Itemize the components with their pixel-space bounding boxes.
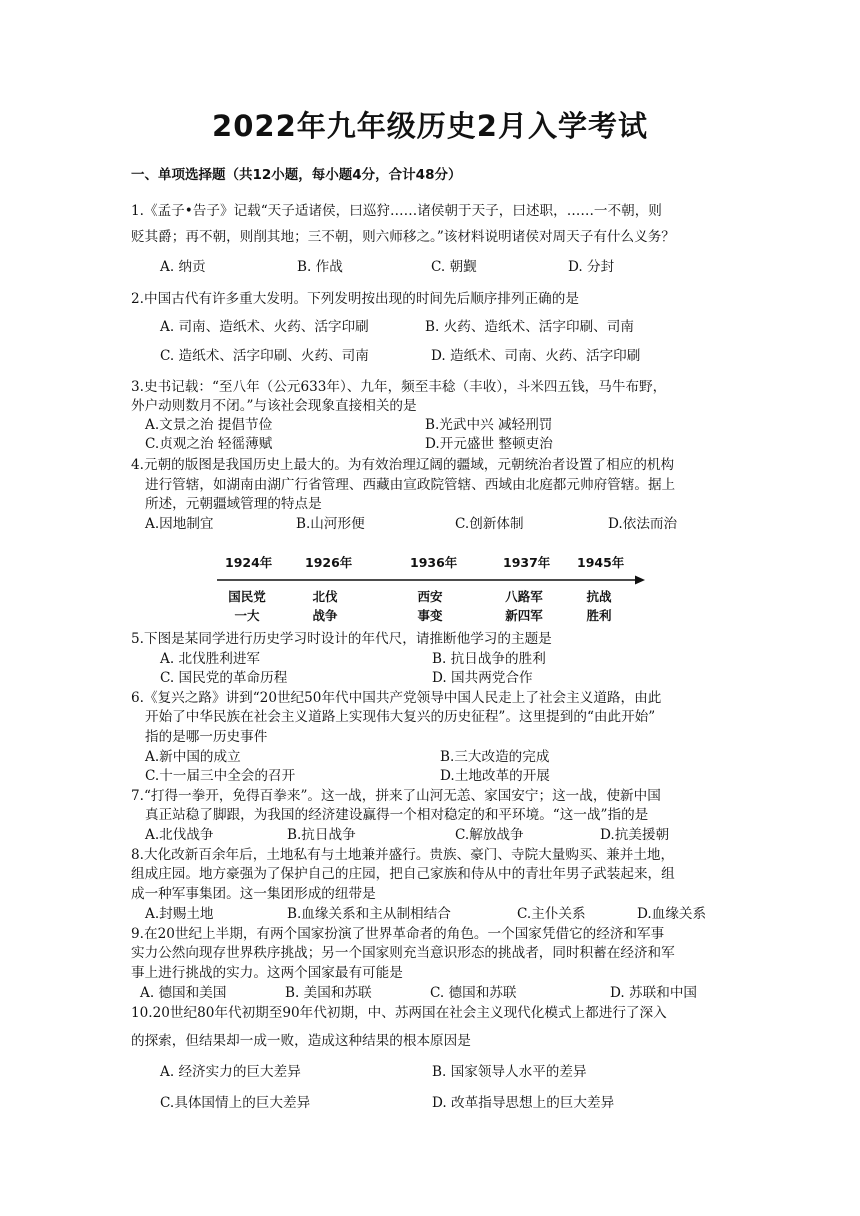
timeline-event-line: 西安 (417, 589, 443, 604)
option-b: B. 美国和苏联 (285, 985, 372, 1001)
question-3-text-line: 外户动则数月不闭。”与该社会现象直接相关的是 (131, 398, 417, 414)
option-b: B. 火药、造纸术、活字印刷、司南 (425, 319, 634, 335)
timeline-event-line: 北伐 (312, 589, 338, 604)
timeline-figure (215, 553, 650, 628)
option-d: D. 国共两党合作 (432, 670, 533, 686)
question-6-text-line: 指的是哪一历史事件 (145, 729, 268, 745)
question-7-text-line: 真正站稳了脚跟，为我国的经济建设赢得一个相对稳定的和平环境。“这一战”指的是 (145, 807, 649, 823)
question-7-text-line: 7.“打得一拳开，免得百拳来”。这一战，拼来了山河无恙、家国安宁；这一战，使新中国 (131, 788, 661, 804)
timeline-event (223, 587, 271, 625)
timeline-year: 1936年 (410, 555, 458, 570)
timeline-event-line: 一大 (234, 608, 260, 623)
timeline-event (583, 587, 615, 625)
question-9-text-line: 事上进行挑战的实力。这两个国家最有可能是 (131, 965, 403, 981)
option-b: B.抗日战争 (287, 827, 356, 843)
option-d: D.依法而治 (608, 516, 678, 532)
option-a: A. 德国和美国 (140, 985, 227, 1001)
timeline-event-line: 抗战 (586, 589, 612, 604)
option-b: B. 作战 (297, 259, 343, 275)
option-b: B.血缘关系和主从制相结合 (287, 906, 451, 922)
option-a: A. 北伐胜利进军 (160, 651, 261, 667)
option-b: B.光武中兴 减轻刑罚 (425, 417, 553, 433)
question-5-text-line: 5.下图是某同学进行历史学习时设计的年代尺，请推断他学习的主题是 (131, 631, 552, 647)
question-6-text-line: 开始了中华民族在社会主义道路上实现伟大复兴的历史征程”。这里提到的“由此开始” (145, 709, 656, 725)
option-c: C.解放战争 (455, 827, 524, 843)
option-c: C.具体国情上的巨大差异 (160, 1095, 311, 1111)
option-c: C.十一届三中全会的召开 (145, 768, 296, 784)
option-a: A.新中国的成立 (145, 749, 241, 765)
option-a: A.北伐战争 (145, 827, 214, 843)
option-a: A.封赐土地 (145, 906, 214, 922)
timeline-year: 1937年 (503, 555, 551, 570)
timeline-event-line: 新四军 (505, 608, 543, 623)
option-d: D. 苏联和中国 (610, 985, 698, 1001)
question-9-text-line: 9.在20世纪上半期，有两个国家扮演了世界革命者的角色。一个国家凭借它的经济和军事 (131, 926, 665, 942)
section-heading: 一、单项选择题（共12小题，每小题4分，合计48分） (131, 167, 462, 183)
timeline-event-line: 事变 (417, 608, 443, 623)
option-c: C. 朝觐 (431, 259, 477, 275)
option-a: A.文景之治 提倡节俭 (145, 417, 273, 433)
question-4-text-line: 所述，元朝疆域管理的特点是 (145, 496, 322, 512)
question-3-text-line: 3.史书记载：“至八年（公元633年）、九年，频至丰稔（丰收），斗米四五钱，马牛布野， (131, 379, 667, 395)
question-10-text-line: 的探索，但结果却一成一败，造成这种结果的根本原因是 (131, 1033, 471, 1049)
option-a: A.因地制宜 (145, 516, 214, 532)
option-b: B. 抗日战争的胜利 (432, 651, 546, 667)
option-c: C.贞观之治 轻徭薄赋 (145, 436, 273, 452)
timeline-year: 1945年 (577, 555, 625, 570)
timeline-year: 1926年 (305, 555, 353, 570)
timeline-event-line: 胜利 (586, 608, 612, 623)
timeline-event (500, 587, 548, 625)
arrow-head-icon (635, 576, 645, 585)
timeline-event (414, 587, 446, 625)
option-d: D.血缘关系 (637, 906, 707, 922)
question-10-text-line: 10.20世纪80年代初期至90年代初期，中、苏两国在社会主义现代化模式上都进行了深入 (131, 1005, 667, 1021)
question-4-text-line: 进行管辖，如湖南由湖广行省管理、西藏由宣政院管辖、西域由北庭都元帅府管辖。据上 (145, 477, 676, 493)
question-2-text-line: 2.中国古代有许多重大发明。下列发明按出现的时间先后顺序排列正确的是 (131, 291, 579, 307)
option-a: A. 经济实力的巨大差异 (160, 1064, 301, 1080)
option-d: D. 造纸术、司南、火药、活字印刷 (431, 348, 641, 364)
option-d: D. 分封 (568, 259, 615, 275)
option-c: C.创新体制 (455, 516, 524, 532)
timeline-event-line: 八路军 (505, 589, 543, 604)
question-1-text-line: 1.《孟子•告子》记载“天子适诸侯，曰巡狩……诸侯朝于天子，曰述职，……一不朝，则 (131, 203, 662, 219)
option-b: B.三大改造的完成 (440, 749, 550, 765)
question-4-text-line: 4.元朝的版图是我国历史上最大的。为有效治理辽阔的疆域，元朝统治者设置了相应的机构 (131, 457, 675, 473)
option-b: B.山河形便 (296, 516, 365, 532)
option-c: C.主仆关系 (517, 906, 586, 922)
option-a: A. 司南、造纸术、火药、活字印刷 (160, 319, 369, 335)
option-b: B. 国家领导人水平的差异 (432, 1064, 587, 1080)
question-8-text-line: 组成庄园。地方豪强为了保护自己的庄园，把自己家族和侍从中的青壮年男子武装起来，组 (131, 866, 675, 882)
option-d: D.抗美援朝 (600, 827, 670, 843)
timeline-event-line: 战争 (312, 608, 338, 623)
option-c: C. 国民党的革命历程 (160, 670, 288, 686)
question-8-text-line: 成一种军事集团。这一集团形成的纽带是 (131, 886, 376, 902)
option-d: D. 改革指导思想上的巨大差异 (432, 1095, 615, 1111)
page-title: 2022年九年级历史2月入学考试 (212, 109, 648, 143)
option-c: C. 造纸术、活字印刷、火药、司南 (160, 348, 369, 364)
timeline-year: 1924年 (225, 555, 273, 570)
option-a: A. 纳贡 (160, 259, 206, 275)
question-8-text-line: 8.大化改新百余年后，土地私有与土地兼并盛行。贵族、豪门、寺院大量购买、兼并土地， (131, 847, 675, 863)
timeline-event-line: 国民党 (228, 589, 266, 604)
option-d: D.开元盛世 整顿吏治 (425, 436, 553, 452)
option-d: D.土地改革的开展 (440, 768, 550, 784)
question-9-text-line: 实力公然向现存世界秩序挑战；另一个国家则充当意识形态的挑战者，同时积蓄在经济和军 (131, 945, 675, 961)
question-1-text-line: 贬其爵；再不朝，则削其地；三不朝，则六师移之。”该材料说明诸侯对周天子有什么义务？ (131, 229, 675, 245)
question-6-text-line: 6.《复兴之路》讲到“20世纪50年代中国共产党领导中国人民走上了社会主义道路，由此 (131, 690, 662, 706)
timeline-event (309, 587, 341, 625)
option-c: C. 德国和苏联 (430, 985, 517, 1001)
